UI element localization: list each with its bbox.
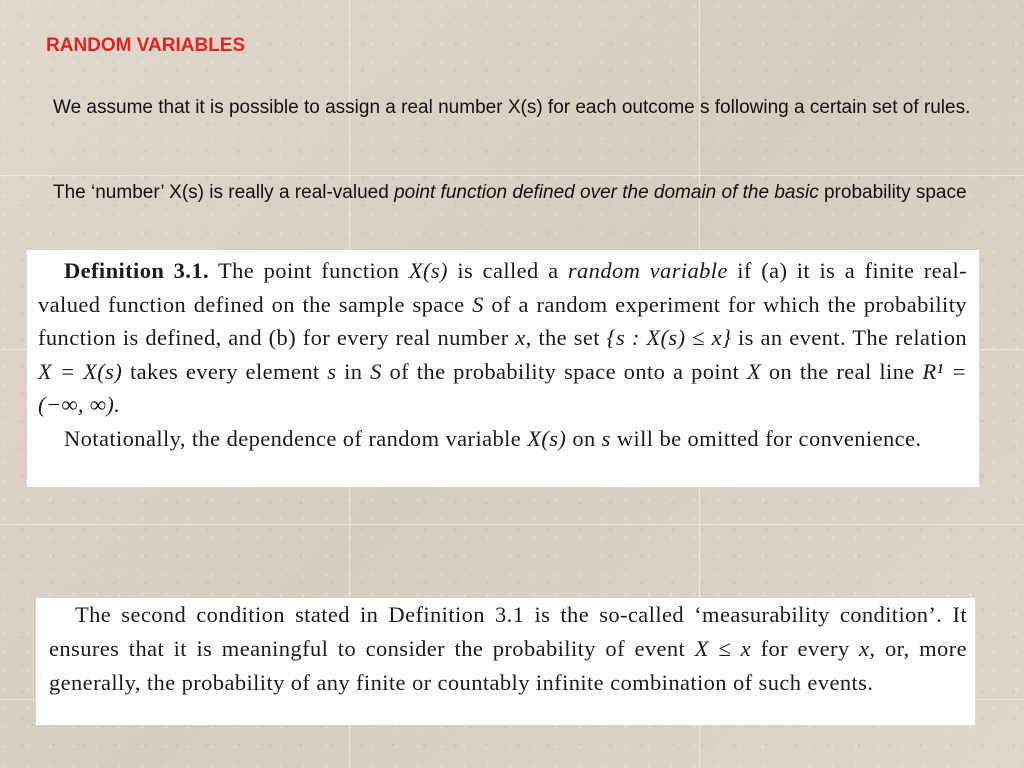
definition-text: is called a	[447, 258, 568, 283]
point-function-paragraph	[53, 177, 988, 208]
measurability-paragraph	[49, 598, 967, 699]
definition-text: of a random experiment for which the probability function is defined, and (b) for every real number	[38, 291, 967, 351]
math-expression: S	[370, 358, 382, 384]
math-expression: X = X(s)	[38, 358, 123, 384]
slide-title: RANDOM VARIABLES	[46, 35, 246, 56]
definition-text: , the set	[525, 325, 607, 351]
paragraph-text: The ‘number’ X(s) is really a real-valued	[53, 182, 395, 203]
definition-box	[27, 250, 979, 487]
notation-text: on	[566, 425, 602, 451]
condition-text: , or, more generally, the probability of any finite or countably infinite combination of such events.	[49, 635, 967, 695]
definition-label: Definition 3.1.	[64, 258, 210, 283]
definition-text: is an event. The relation	[731, 325, 967, 351]
definition-text: on the real line	[761, 358, 923, 384]
math-expression: R¹ = (−∞, ∞).	[38, 358, 967, 418]
intro-paragraph: We assume that it is possible to assign a real number X(s) for each outcome s following a certain set of rules.	[53, 97, 971, 118]
math-expression: S	[472, 291, 484, 317]
paragraph-emphasis: point function defined over the domain of the basic	[394, 182, 819, 203]
math-expression: {s : X(s) ≤ x}	[606, 325, 732, 351]
notation-text: will be omitted for convenience.	[610, 425, 922, 451]
paragraph-text: probability space	[818, 182, 967, 203]
grid-line	[0, 175, 1024, 176]
measurability-box	[36, 598, 975, 725]
condition-text: The second condition stated in Definition 3.1 is the so-called ‘measurability condition’. It ensures that it is meaningful to consider the probability of event	[49, 602, 967, 661]
definition-text: of the probability space onto a point	[381, 358, 748, 384]
notation-text: Notationally, the dependence of random variable	[64, 425, 528, 451]
math-expression: X(s)	[408, 258, 448, 283]
definition-text: in	[336, 358, 371, 384]
math-expression: x	[859, 635, 870, 661]
definition-text: The point function	[209, 258, 409, 283]
notation-paragraph	[38, 422, 967, 456]
defined-term: random variable	[567, 258, 728, 283]
definition-paragraph	[38, 254, 967, 422]
condition-text: for every	[751, 635, 860, 661]
math-expression: s	[601, 425, 611, 451]
math-expression: s	[327, 358, 337, 384]
definition-text: if (a) it is a finite real-valued function defined on the sample space	[38, 258, 967, 317]
grid-line	[0, 524, 1024, 525]
math-expression: x	[515, 325, 526, 351]
math-expression: X(s)	[527, 425, 567, 451]
math-expression: X ≤ x	[694, 635, 752, 661]
definition-text: takes every element	[122, 358, 328, 384]
math-expression: X	[747, 358, 762, 384]
